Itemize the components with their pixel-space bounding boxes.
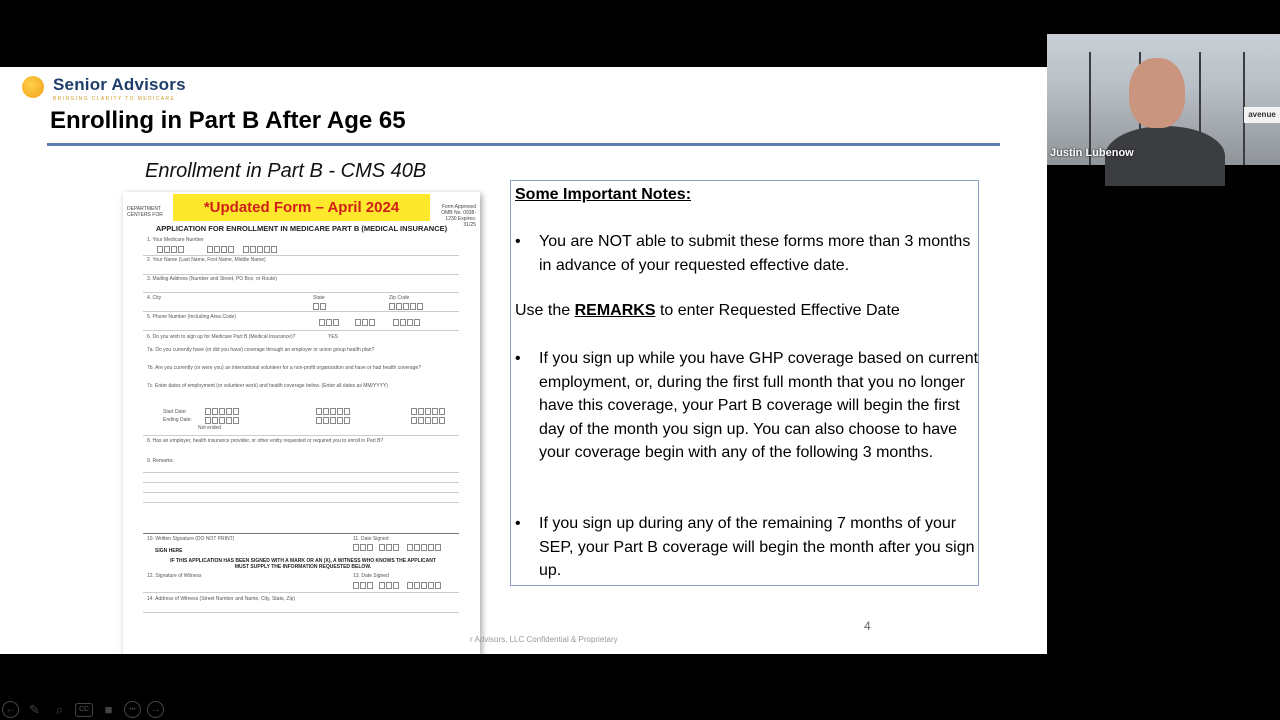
bullet-marker: • xyxy=(515,233,521,250)
start-date-label: Start Date: xyxy=(163,409,187,415)
form-rule xyxy=(143,435,459,436)
form-approval: Form Approved OMB No. 0938-1230 Expires: 31/25 xyxy=(441,204,476,228)
note-bullet xyxy=(515,230,979,277)
note-bullet xyxy=(515,347,979,465)
notes-title: Some Important Notes: xyxy=(515,186,692,203)
not-ended-label: Not ended xyxy=(198,425,222,431)
form-field-label: 1. Your Medicare Number xyxy=(147,237,204,243)
closed-captions-icon[interactable]: CC xyxy=(75,703,93,717)
yes-checkbox: YES xyxy=(328,334,339,340)
form-boxes xyxy=(411,408,445,415)
zoom-icon[interactable]: ⌕ xyxy=(55,701,64,717)
form-field-label: 8. Has an employer, health insurance provider, or other entity requested or required you to enroll in Part B? xyxy=(147,438,384,444)
remarks-suffix: to enter Requested Effective Date xyxy=(659,302,900,319)
video-icon[interactable]: ■ xyxy=(104,702,113,717)
form-rule xyxy=(143,311,459,312)
form-rule xyxy=(143,612,459,613)
form-field-label: 12. Signature of Witness xyxy=(147,573,202,579)
form-boxes xyxy=(379,582,399,589)
webcam-background xyxy=(1047,34,1280,165)
participant-head xyxy=(1129,58,1185,128)
witness-notice: IF THIS APPLICATION HAS BEEN SIGNED WITH A MARK OR AN (X), A WITNESS WHO KNOWS THE APPLICANT MUST SUPPLY THE INFORMATION REQUESTED BELOW. xyxy=(170,558,436,570)
form-rule xyxy=(143,482,459,483)
form-rule xyxy=(143,533,459,534)
form-boxes xyxy=(353,582,373,589)
form-boxes xyxy=(205,417,239,424)
brand-tagline: BRINGING CLARITY TO MEDICARE xyxy=(53,96,176,102)
date-signed-label: 11. Date Signed xyxy=(353,536,389,542)
slide-page-number: 4 xyxy=(864,619,871,633)
form-boxes xyxy=(205,408,239,415)
form-department: DEPARTMENT CENTERS FOR xyxy=(127,206,163,218)
form-rule xyxy=(143,502,459,503)
sign-here-label: SIGN HERE xyxy=(155,548,183,554)
remarks-prefix: Use the xyxy=(515,302,571,319)
form-boxes xyxy=(157,246,184,253)
background-sign: avenue xyxy=(1244,107,1280,123)
confidential-footer: r Advisors, LLC Confidential & Proprietary xyxy=(470,635,618,644)
form-rule xyxy=(143,492,459,493)
title-divider xyxy=(47,143,1000,146)
form-boxes xyxy=(319,319,339,326)
webcam-video-tile xyxy=(1047,34,1280,165)
remarks-keyword: REMARKS xyxy=(574,302,656,319)
back-arrow-icon[interactable]: ← xyxy=(2,701,19,718)
state-label: State xyxy=(313,295,325,301)
form-field-label: 9. Remarks: xyxy=(147,458,174,464)
pen-icon[interactable]: ✎ xyxy=(29,701,40,717)
important-notes-box xyxy=(510,180,979,586)
form-field-label: 7a. Do you currently have (or did you have) coverage through an employer or union group health plan? xyxy=(147,347,375,353)
date-signed-label: 13. Date Signed xyxy=(353,573,389,579)
form-boxes xyxy=(389,303,423,310)
form-boxes xyxy=(407,582,441,589)
form-field-label: 6. Do you wish to sign up for Medicare Part B (Medical Insurance)? xyxy=(147,334,296,340)
zip-label: Zip Code xyxy=(389,295,410,301)
more-options-icon[interactable]: ••• xyxy=(124,701,141,718)
slide xyxy=(0,67,1047,717)
brand-logo xyxy=(22,75,186,102)
updated-form-banner: *Updated Form – April 2024 xyxy=(173,194,430,221)
form-rule xyxy=(143,255,459,256)
form-boxes xyxy=(243,246,277,253)
bullet-marker: • xyxy=(515,350,521,367)
form-heading: APPLICATION FOR ENROLLMENT IN MEDICARE PART B (MEDICAL INSURANCE) xyxy=(155,224,448,233)
form-rule xyxy=(143,330,459,331)
form-boxes xyxy=(316,408,350,415)
form-field-label: 7b. Are you currently (or were you) an international volunteer for a non-profit organization and have or had health coverage? xyxy=(147,365,422,371)
slide-title: Enrolling in Part B After Age 65 xyxy=(50,107,406,134)
form-field-label: 2. Your Name (Last Name, First Name, Middle Name) xyxy=(147,257,266,263)
sun-logo-icon xyxy=(22,76,44,98)
form-field-label: 4. City xyxy=(147,295,162,301)
brand-name: Senior Advisors xyxy=(53,75,186,94)
form-boxes xyxy=(393,319,420,326)
form-boxes xyxy=(355,319,375,326)
form-field-label: 7c. Enter dates of employment (or volunteer work) and health coverage below. (Enter all dates as MM/YYYY) xyxy=(147,383,388,389)
presentation-toolbar xyxy=(2,700,164,719)
form-boxes xyxy=(207,246,234,253)
remarks-instruction xyxy=(515,299,900,323)
form-boxes xyxy=(379,544,399,551)
form-boxes xyxy=(353,544,373,551)
note-text: If you sign up while you have GHP coverage based on current employment, or, during the first full month that you no longer have this coverage, your Part B coverage will begin the first day of the month you sign up. You can also choose to have your coverage begin with any of the following 3 months. xyxy=(539,350,979,461)
participant-name: Justin Lubenow xyxy=(1050,147,1134,159)
form-rule xyxy=(143,472,459,473)
bullet-marker: • xyxy=(515,515,521,532)
cms-40b-form-image xyxy=(123,192,480,654)
ending-date-label: Ending Date: xyxy=(163,417,192,423)
form-field-label: 3. Mailing Address (Number and Street, PO Box, or Route) xyxy=(147,276,277,282)
form-caption: Enrollment in Part B - CMS 40B xyxy=(145,160,427,182)
form-rule xyxy=(143,292,459,293)
note-text: If you sign up during any of the remaining 7 months of your SEP, your Part B coverage will begin the month after you sign up. xyxy=(539,515,975,579)
form-boxes xyxy=(407,544,441,551)
note-bullet xyxy=(515,512,979,583)
forward-arrow-icon[interactable]: → xyxy=(147,701,164,718)
form-boxes xyxy=(313,303,326,310)
note-text: You are NOT able to submit these forms more than 3 months in advance of your requested effective date. xyxy=(539,233,971,274)
form-boxes xyxy=(411,417,445,424)
form-rule xyxy=(143,274,459,275)
form-field-label: 14. Address of Witness (Street Number and Name, City, State, Zip) xyxy=(147,596,296,602)
form-rule xyxy=(143,592,459,593)
form-boxes xyxy=(316,417,350,424)
form-field-label: 5. Phone Number (Including Area Code) xyxy=(147,314,236,320)
form-field-label: 10. Written Signature (DO NOT PRINT) xyxy=(147,536,235,542)
